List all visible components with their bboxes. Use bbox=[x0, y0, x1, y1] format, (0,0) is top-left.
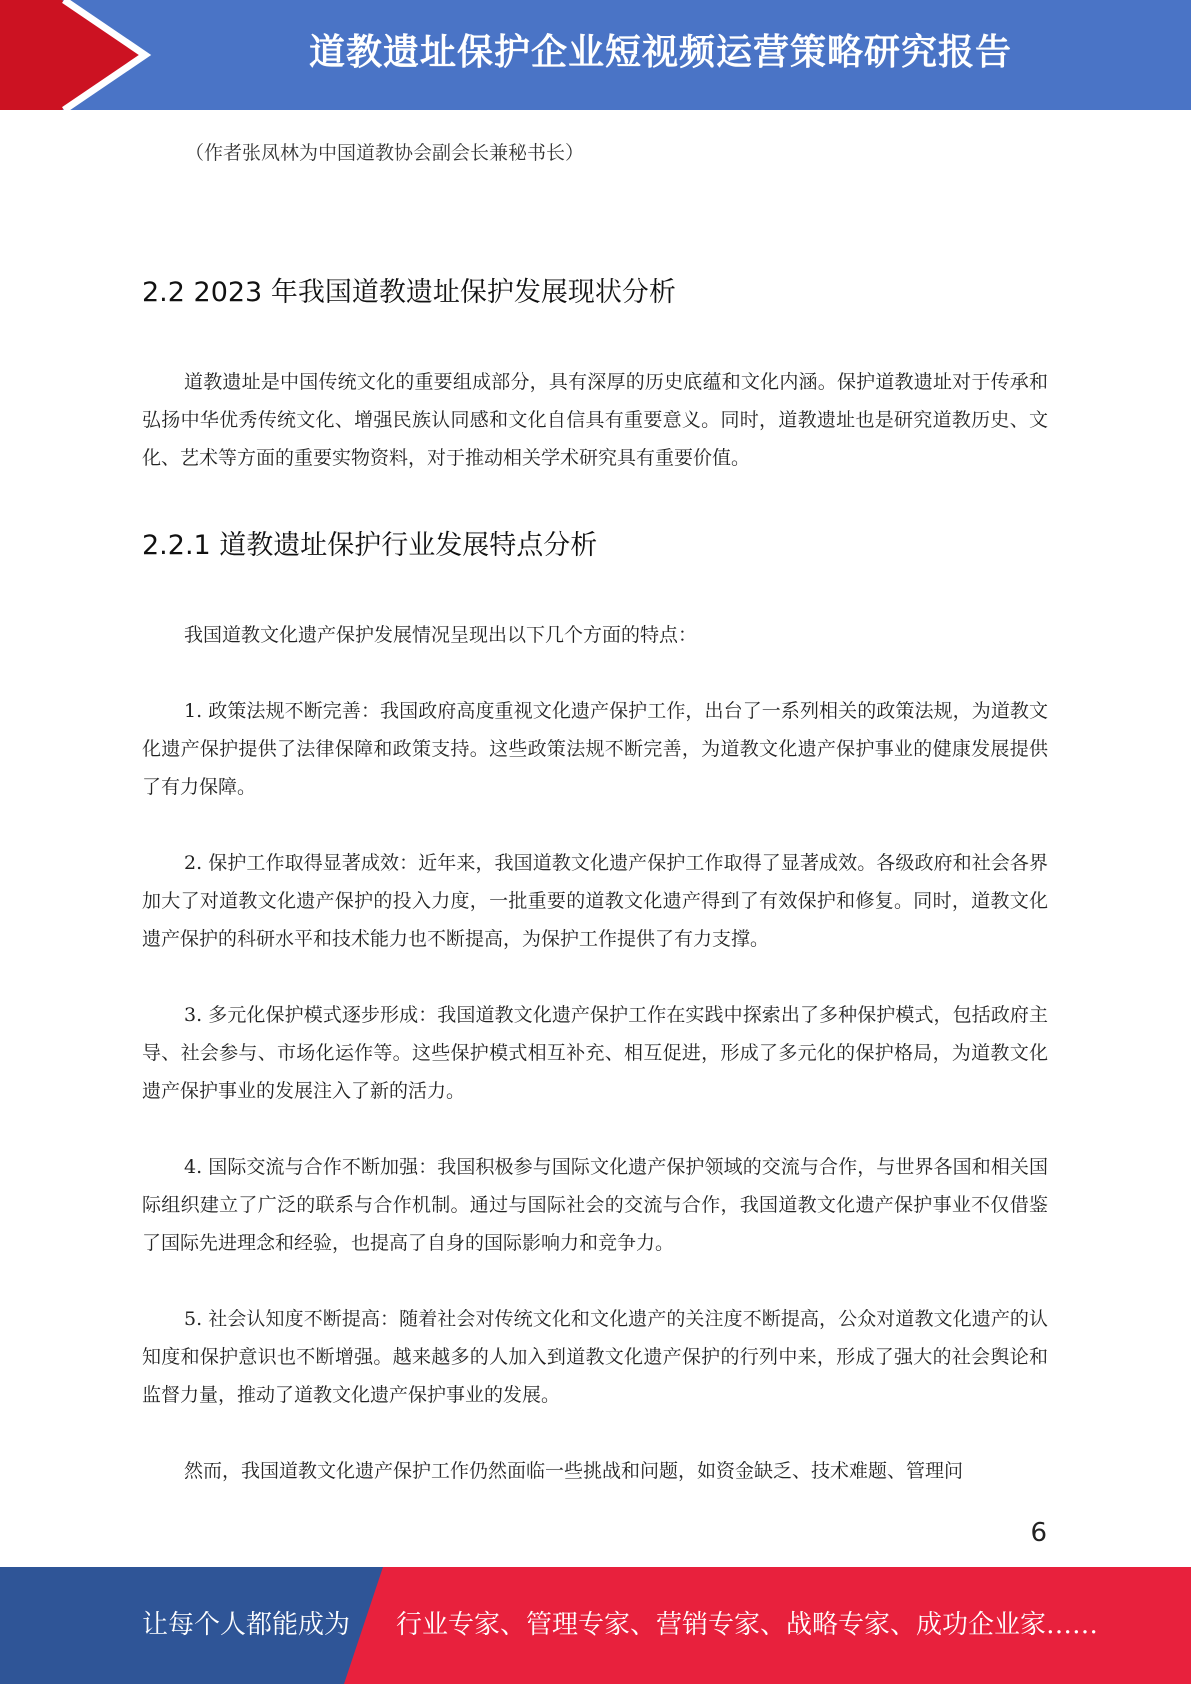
feature-point-5: 5. 社会认知度不断提高：随着社会对传统文化和文化遗产的关注度不断提高，公众对道教文化遗产的认知度和保护意识也不断增强。越来越多的人加入到道教文化遗产保护的行列中来，形成了强大的社会舆论和监督力量，推动了道教文化遗产保护事业的发展。 bbox=[142, 1308, 1048, 1406]
feature-point-1: 1. 政策法规不断完善：我国政府高度重视文化遗产保护工作，出台了一系列相关的政策法规，为道教文化遗产保护提供了法律保障和政策支持。这些政策法规不断完善，为道教文化遗产保护事业的健康发展提供了有力保障。 bbox=[142, 700, 1048, 798]
section-heading-2-2: 2.2 2023 年我国道教遗址保护发展现状分析 bbox=[142, 277, 676, 308]
feature-point-4: 4. 国际交流与合作不断加强：我国积极参与国际文化遗产保护领域的交流与合作，与世界各国和相关国际组织建立了广泛的联系与合作机制。通过与国际社会的交流与合作，我国道教文化遗产保护事业不仅借鉴了国际先进理念和经验，也提高了自身的国际影响力和竞争力。 bbox=[142, 1156, 1048, 1254]
header-chevron-icon bbox=[0, 0, 160, 110]
page-number: 6 bbox=[1030, 1518, 1047, 1548]
feature-point-3: 3. 多元化保护模式逐步形成：我国道教文化遗产保护工作在实践中探索出了多种保护模式，包括政府主导、社会参与、市场化运作等。这些保护模式相互补充、相互促进，形成了多元化的保护格局，为道教文化遗产保护事业的发展注入了新的活力。 bbox=[142, 1004, 1048, 1102]
header-banner bbox=[0, 0, 1191, 110]
footer-banner bbox=[0, 1567, 1191, 1684]
closing-paragraph: 然而，我国道教文化遗产保护工作仍然面临一些挑战和问题，如资金缺乏、技术难题、管理问 bbox=[184, 1460, 964, 1482]
footer-slogan-right: 行业专家、管理专家、营销专家、战略专家、成功企业家…… bbox=[396, 1610, 1099, 1640]
section-2-2-intro-paragraph: 道教遗址是中国传统文化的重要组成部分，具有深厚的历史底蕴和文化内涵。保护道教遗址对于传承和弘扬中华优秀传统文化、增强民族认同感和文化自信具有重要意义。同时，道教遗址也是研究道教历史、文化、艺术等方面的重要实物资料，对于推动相关学术研究具有重要价值。 bbox=[142, 371, 1048, 469]
report-title: 道教遗址保护企业短视频运营策略研究报告 bbox=[308, 32, 1012, 73]
author-note: （作者张凤林为中国道教协会副会长兼秘书长） bbox=[185, 142, 585, 164]
section-2-2-1-lead-paragraph: 我国道教文化遗产保护发展情况呈现出以下几个方面的特点： bbox=[184, 624, 698, 646]
section-heading-2-2-1: 2.2.1 道教遗址保护行业发展特点分析 bbox=[142, 530, 598, 561]
feature-point-2: 2. 保护工作取得显著成效：近年来，我国道教文化遗产保护工作取得了显著成效。各级政府和社会各界加大了对道教文化遗产保护的投入力度，一批重要的道教文化遗产得到了有效保护和修复。同时，道教文化遗产保护的科研水平和技术能力也不断提高，为保护工作提供了有力支撑。 bbox=[142, 852, 1048, 950]
footer-slogan-left: 让每个人都能成为 bbox=[142, 1610, 351, 1640]
